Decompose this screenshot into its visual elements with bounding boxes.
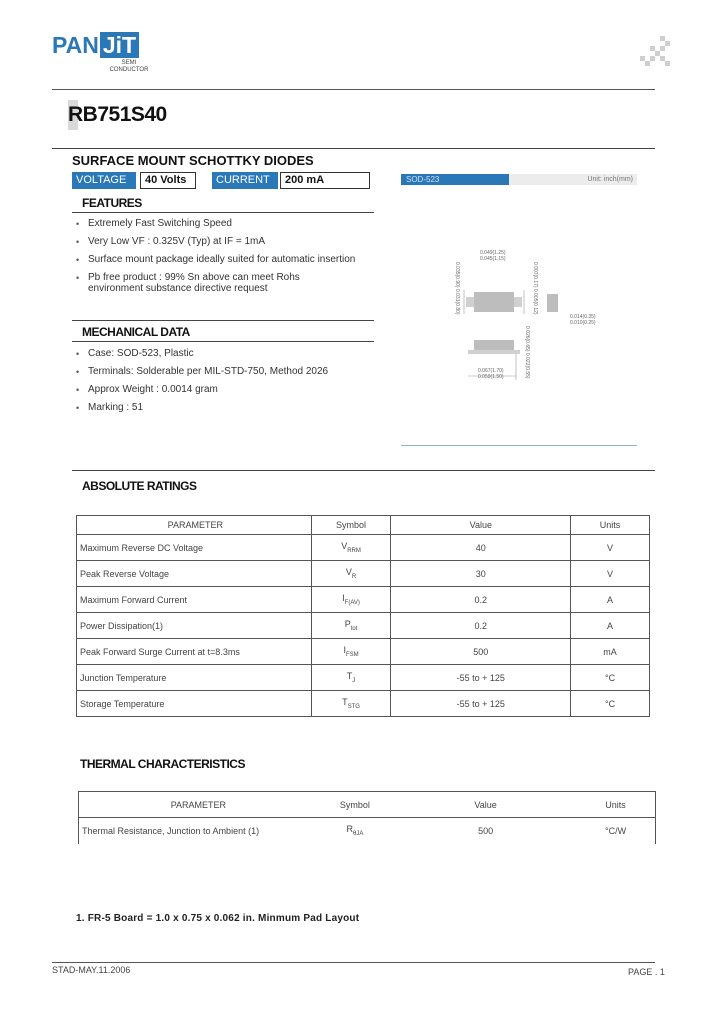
table-row: Peak Reverse Voltage $V_R$ 30 V xyxy=(77,561,650,587)
col-value: Value xyxy=(391,516,571,535)
logo-pan-text: PAN xyxy=(52,32,99,58)
features-heading: FEATURES xyxy=(82,196,142,210)
diagram-divider xyxy=(401,445,637,446)
table-header-row xyxy=(77,516,650,535)
table-row: Storage Temperature $T_{STG}$ -55 to + 125 °C xyxy=(77,691,650,717)
col-units: Units xyxy=(571,516,650,535)
features-list xyxy=(76,218,376,284)
table-row: Peak Forward Surge Current at t=8.3ms $I_{FSM}$ 500 mA xyxy=(77,639,650,665)
footer-page: PAGE . 1 xyxy=(628,967,665,977)
col-symbol: Symbol xyxy=(315,792,395,818)
current-value: 200 mA xyxy=(280,172,370,189)
header-divider xyxy=(52,89,655,90)
thermal-heading: THERMAL CHARACTERISTICS xyxy=(80,757,245,771)
product-title: SURFACE MOUNT SCHOTTKY DIODES xyxy=(72,153,314,168)
list-item: • Pb free product : 99% Sn above can meet Rohs xyxy=(76,272,376,284)
logo-sub-line2: CONDUCTOR xyxy=(109,67,149,73)
table-header-row xyxy=(79,792,656,818)
logo-subtitle xyxy=(106,60,152,74)
bottom-view-leads xyxy=(468,350,520,354)
side-view-body xyxy=(547,294,558,312)
list-item: • Approx Weight : 0.0014 gram xyxy=(76,384,376,396)
table-row: Maximum Forward Current $I_{F(AV)}$ 0.2 A xyxy=(77,587,650,613)
col-parameter: PARAMETER xyxy=(77,516,312,535)
package-unit: Unit: inch(mm) xyxy=(587,176,633,183)
list-item-continued: environment substance directive request xyxy=(88,283,268,294)
list-item: • Terminals: Solderable per MIL-STD-750, Method 2026 xyxy=(76,366,376,378)
mechanical-list xyxy=(76,348,376,420)
col-units: Units xyxy=(576,792,655,818)
table-row: Maximum Reverse DC Voltage $V_{RRM}$ 40 V xyxy=(77,535,650,561)
mechanical-heading: MECHANICAL DATA xyxy=(82,325,190,339)
dim-top: 0.049(1.25) 0.045(1.15) xyxy=(480,250,506,262)
mechanical-top-divider xyxy=(72,320,374,321)
table-row: Junction Temperature $T_J$ -55 to + 125 °C xyxy=(77,665,650,691)
dim-height: 0.026(0.65) 0.022(0.55) xyxy=(524,326,530,379)
footer-date: STAD-MAY.11.2006 xyxy=(52,965,131,975)
footnote: 1. FR-5 Board = 1.0 x 0.75 x 0.062 in. Minmum Pad Layout xyxy=(76,913,360,924)
dim-bottom: 0.067(1.70) 0.059(1.50) xyxy=(478,368,504,380)
list-item: • Surface mount package ideally suited for automatic insertion xyxy=(76,254,376,266)
list-item: • Case: SOD-523, Plastic xyxy=(76,348,376,360)
voltage-label: VOLTAGE xyxy=(72,172,136,189)
section-divider xyxy=(72,470,655,471)
part-number: RB751S40 xyxy=(68,103,167,126)
table-row: Power Dissipation(1) $P_{tot}$ 0.2 A xyxy=(77,613,650,639)
list-item: • Extremely Fast Switching Speed xyxy=(76,218,376,230)
col-value: Value xyxy=(395,792,576,818)
checker-pattern-icon xyxy=(640,36,670,66)
absolute-ratings-heading: ABSOLUTE RATINGS xyxy=(82,479,197,493)
spec-row xyxy=(72,172,370,190)
title-divider xyxy=(52,148,655,149)
col-parameter: PARAMETER xyxy=(79,792,315,818)
panjit-logo xyxy=(52,32,139,59)
table-row: Thermal Resistance, Junction to Ambient (1) $R_{\theta JA}$ 500 °C/W xyxy=(79,818,656,844)
logo-sub-line1: SEMI xyxy=(121,60,137,66)
dim-lead: 0.014(0.35) 0.010(0.25) xyxy=(570,314,596,326)
thermal-table xyxy=(78,791,656,844)
package-bar xyxy=(401,174,637,185)
package-name: SOD-523 xyxy=(401,174,509,185)
col-symbol: Symbol xyxy=(311,516,391,535)
list-item: • Very Low VF : 0.325V (Typ) at IF = 1mA xyxy=(76,236,376,248)
list-item: • Marking : 51 xyxy=(76,402,376,414)
dim-left: 0.035(0.90) 0.031(0.80) xyxy=(454,262,460,315)
dim-right: 0.007(0.17) 0.005(0.12) xyxy=(532,262,538,315)
footer-divider xyxy=(52,962,655,963)
mechanical-divider xyxy=(72,341,374,342)
logo-jit-text: JiT xyxy=(100,32,139,58)
top-view-lead-right xyxy=(514,297,522,307)
top-view-body xyxy=(474,292,514,312)
voltage-value: 40 Volts xyxy=(140,172,196,189)
top-view-lead-left xyxy=(466,297,474,307)
current-label: CURRENT xyxy=(212,172,278,189)
features-divider xyxy=(72,212,374,213)
absolute-ratings-table xyxy=(76,515,650,717)
